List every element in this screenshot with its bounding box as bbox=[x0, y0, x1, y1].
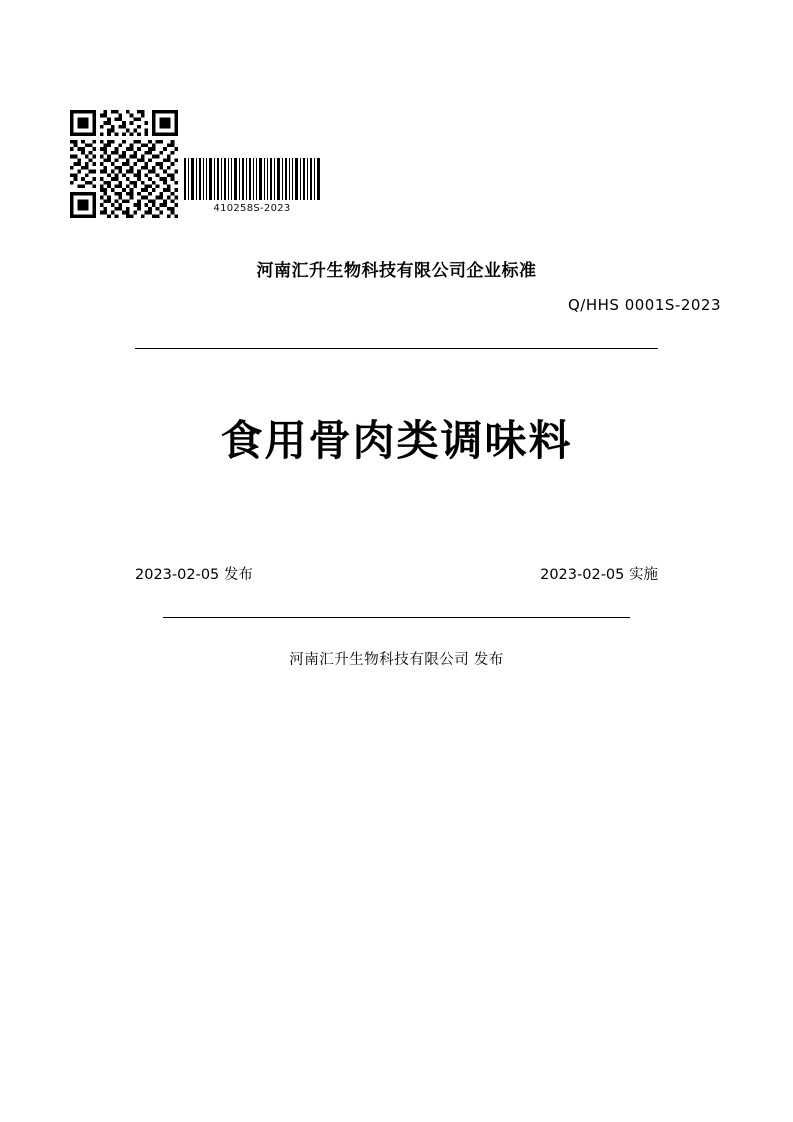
barcode-number: 410258S-2023 bbox=[213, 203, 291, 214]
standard-number: Q/HHS 0001S-2023 bbox=[568, 296, 721, 314]
divider-top bbox=[135, 348, 658, 349]
codes-block bbox=[70, 110, 322, 218]
implementation-date: 2023-02-05 实施 bbox=[540, 567, 658, 583]
barcode-block bbox=[182, 158, 322, 214]
divider-bottom bbox=[163, 617, 630, 618]
barcode-icon bbox=[182, 158, 322, 200]
page-title: 食用骨肉类调味料 bbox=[220, 417, 573, 464]
publisher-line: 河南汇升生物科技有限公司 发布 bbox=[289, 652, 504, 668]
dates-row bbox=[135, 563, 658, 584]
issue-date: 2023-02-05 发布 bbox=[135, 567, 253, 583]
qr-code-icon bbox=[70, 110, 178, 218]
company-standard-line: 河南汇升生物科技有限公司企业标准 bbox=[256, 261, 537, 280]
